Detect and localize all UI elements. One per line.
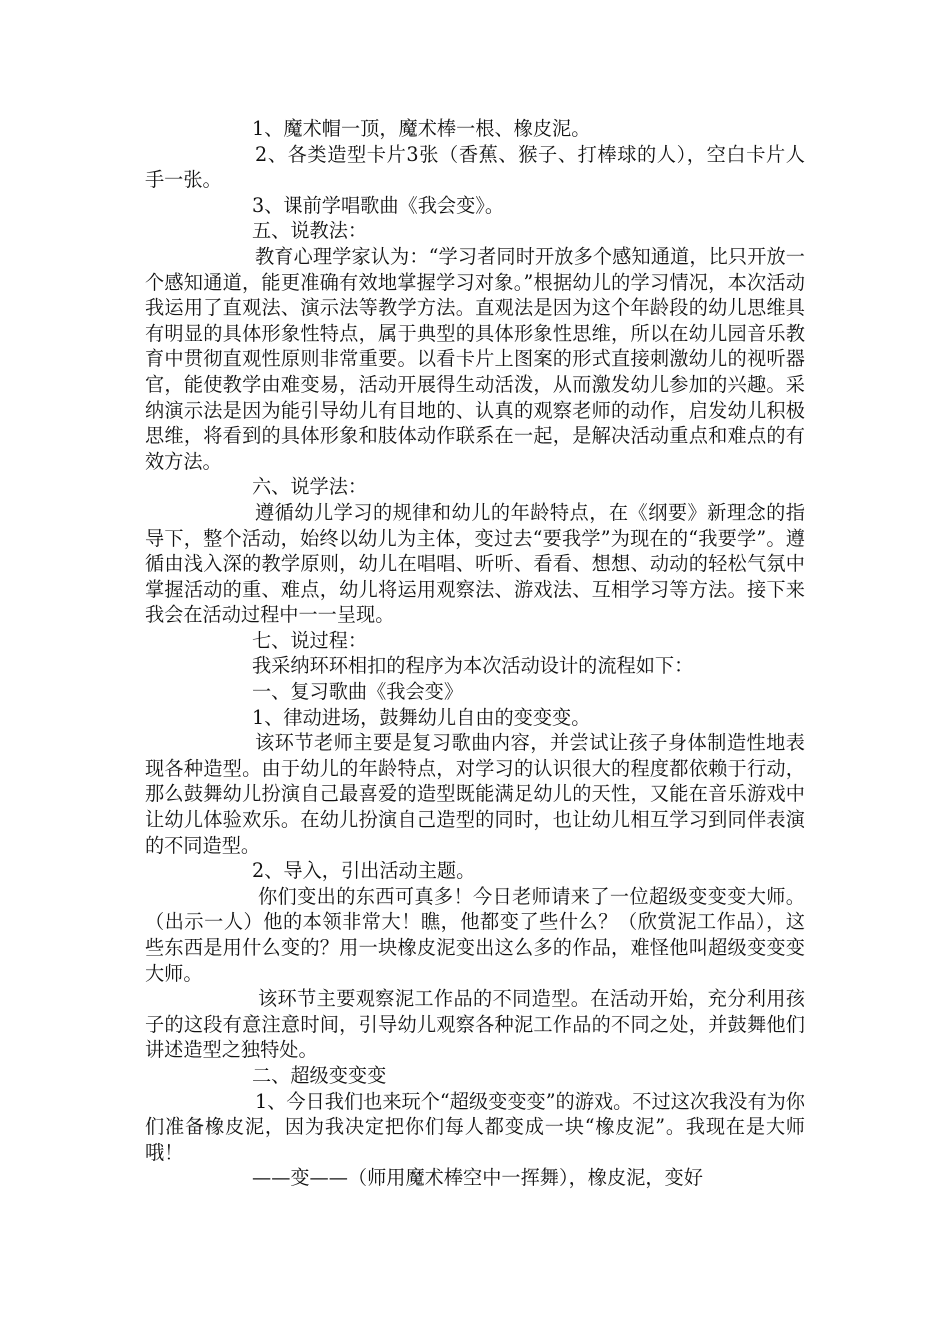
paragraph-materials-1: 1、魔术帽一顶，魔术棒一根、橡皮泥。 — [252, 117, 591, 140]
subheading-super-change: 二、超级变变变 — [252, 1063, 387, 1087]
paragraph-materials-2: 2、各类造型卡片3张（香蕉、猴子、打棒球的人），空白卡片人手一张。 — [145, 142, 805, 192]
heading-learning-method: 六、说学法： — [252, 475, 368, 499]
paragraph-step-2-detail: 你们变出的东西可真多！今日老师请来了一位超级变变变大师。（出示一人）他的本领非常大！瞧，他都变了些什么？（欣赏泥工作品），这些东西是用什么变的？用一块橡皮泥变出这么多的作品，难怪他叫超级变变变大师。 — [145, 884, 805, 985]
subheading-review-song: 一、复习歌曲《我会变》 — [252, 680, 464, 704]
document-page — [145, 116, 805, 1191]
paragraph-step-1: 1、律动进场，鼓舞幼儿自由的变变变。 — [252, 705, 591, 729]
heading-teaching-method: 五、说教法： — [252, 219, 368, 243]
paragraph-step-1-detail: 该环节老师主要是复习歌曲内容，并尝试让孩子身体制造性地表现各种造型。由于幼儿的年龄特点，对学习的认识很大的程度都依赖于行动，那么鼓舞幼儿扮演自己最喜爱的造型既能满足幼儿的天性，又能在音乐游戏中让幼儿体验欢乐。在幼儿扮演自己造型的同时，也让幼儿相互学习到同伴表演的不同造型。 — [145, 731, 805, 857]
paragraph-materials-3: 3、课前学唱歌曲《我会变》。 — [252, 193, 505, 217]
paragraph-process-intro: 我采纳环环相扣的程序为本次活动设计的流程如下： — [252, 654, 694, 678]
paragraph-learning-method: 遵循幼儿学习的规律和幼儿的年龄特点，在《纲要》新理念的指导下，整个活动，始终以幼儿为主体，变过去“要我学”为现在的“我要学”。遵循由浅入深的教学原则，幼儿在唱唱、听听、看看、想想、动动的轻松气氛中掌握活动的重、难点，幼儿将运用观察法、游戏法、互相学习等方法。接下来我会在活动过程中一一呈现。 — [145, 500, 805, 627]
paragraph-step-2-note: 该环节主要观察泥工作品的不同造型。在活动开始，充分利用孩子的这段有意注意时间，引导幼儿观察各种泥工作品的不同之处，并鼓舞他们讲述造型之独特处。 — [145, 987, 805, 1062]
paragraph-game-intro: 1、今日我们也来玩个“超级变变变”的游戏。不过这次我没有为你们准备橡皮泥，因为我决定把你们每人都变成一块“橡皮泥”。我现在是大师哦！ — [145, 1089, 805, 1164]
paragraph-game-action: ——变——（师用魔术棒空中一挥舞），橡皮泥，变好 — [252, 1166, 703, 1190]
paragraph-step-2: 2、导入，引出活动主题。 — [252, 859, 476, 883]
paragraph-teaching-method: 教育心理学家认为：“学习者同时开放多个感知通道，比只开放一个感知通道，能更准确有效地掌握学习对象。”根据幼儿的学习情况，本次活动我运用了直观法、演示法等教学方法。直观法是因为这个年龄段的幼儿思维具有明显的具体形象性特点，属于典型的具体形象性思维，所以在幼儿园音乐教育中贯彻直观性原则非常重要。以看卡片上图案的形式直接刺激幼儿的视听器官，能使教学由难变易，活动开展得生动活泼，从而激发幼儿参加的兴趣。采纳演示法是因为能引导幼儿有目地的、认真的观察老师的动作，启发幼儿积极思维，将看到的具体形象和肢体动作联系在一起，是解决活动重点和难点的有效方法。 — [145, 244, 805, 473]
heading-process: 七、说过程： — [252, 628, 368, 652]
